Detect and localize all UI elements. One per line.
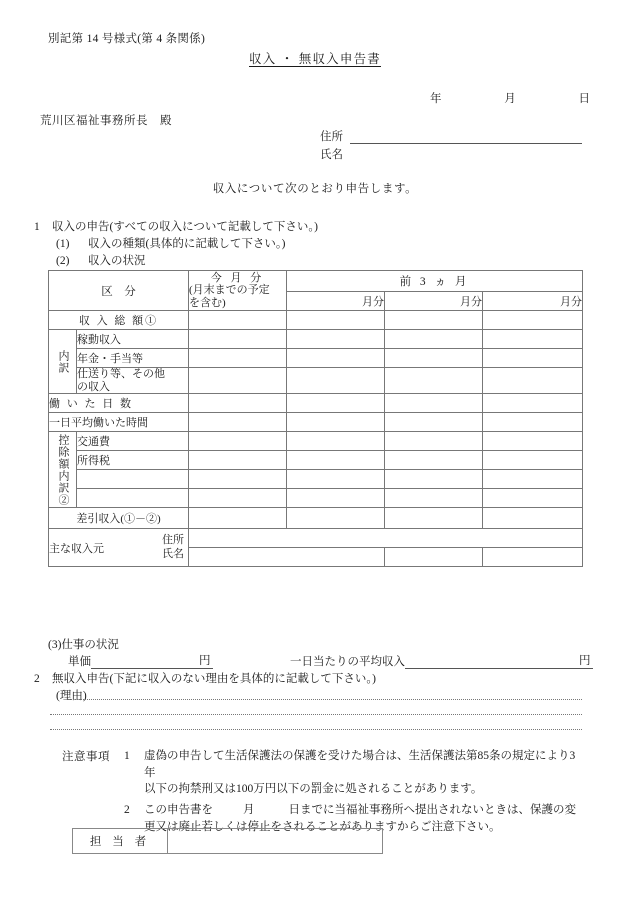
row-label-deduction-item-1: 交通費 (77, 432, 189, 451)
cell-avg-hours-m2[interactable] (385, 413, 483, 432)
row-label-deduction-item-4[interactable] (77, 489, 189, 508)
cell-net-income-m2[interactable] (385, 508, 483, 529)
reason-line-1[interactable] (68, 699, 582, 700)
avg-daily-income-label: 一日当たりの平均収入 (290, 656, 405, 668)
cell-breakdown1-m1[interactable] (287, 330, 385, 349)
avg-daily-income-field-group (290, 652, 593, 669)
row-label-breakdown-item-3-line1: 仕送り等、その他 (77, 368, 165, 380)
row-label-main-source (49, 529, 189, 567)
cell-net-income-m3[interactable] (483, 508, 583, 529)
notice-item-1-line1: 虚偽の申告して生活保護法の保護を受けた場合は、生活保護法第85条の規定により3年 (144, 750, 576, 779)
table-header-row-1 (49, 271, 583, 292)
applicant-name-field[interactable] (350, 150, 582, 162)
section3-heading: (3)仕事の状況 (48, 639, 119, 651)
notice-item-2-line2: 更又は廃止若しくは停止をされることがありますからご注意下さい。 (144, 820, 501, 833)
reason-line-3[interactable] (50, 729, 582, 730)
staff-label: 担 当 者 (73, 829, 168, 854)
table-row-breakdown-3 (49, 368, 583, 394)
notice-item-2-line1 (144, 802, 582, 819)
row-label-breakdown (49, 330, 77, 394)
table-row-total-income (49, 311, 583, 330)
applicant-name-label: 氏名 (320, 149, 343, 161)
header-month-col-3: 月分 (483, 292, 583, 311)
breakdown-vertical-label: 内訳 (57, 349, 69, 374)
cell-deduction4-m3[interactable] (483, 489, 583, 508)
section1-sub1 (56, 235, 285, 251)
table-row-breakdown-1 (49, 330, 583, 349)
header-month-col-2: 月分 (385, 292, 483, 311)
date-month-label: 月 (504, 93, 516, 105)
table-row-avg-hours (49, 413, 583, 432)
cell-deduction2-current[interactable] (189, 451, 287, 470)
notice-item-2-month-label: 月 (243, 804, 255, 817)
table-row-deduction-3 (49, 470, 583, 489)
applicant-address-field[interactable] (350, 131, 582, 144)
reason-line-2[interactable] (50, 714, 582, 715)
notices-heading: 注意事項 (62, 751, 110, 763)
cell-deduction3-m2[interactable] (385, 470, 483, 489)
main-source-name-label: 氏名 (162, 547, 184, 560)
section1-heading (34, 218, 318, 234)
cell-avg-hours-m3[interactable] (483, 413, 583, 432)
page-title-text: 収入 ・ 無収入申告書 (249, 52, 381, 66)
row-label-breakdown-item-3-line2: の収入 (77, 380, 110, 393)
cell-total-income-m3[interactable] (483, 311, 583, 330)
applicant-address-label: 住所 (320, 131, 343, 143)
row-label-breakdown-item-3 (77, 368, 189, 394)
cell-deduction1-m1[interactable] (287, 432, 385, 451)
avg-daily-income-input[interactable] (405, 655, 575, 669)
header-current-month (189, 271, 287, 311)
cell-days-worked-current[interactable] (189, 394, 287, 413)
section1-sub1-title: 収入の種類(具体的に記載して下さい。) (88, 238, 286, 250)
applicant-address-row (320, 126, 582, 144)
table-row-main-source-address (49, 529, 583, 548)
notice-item-1 (124, 748, 582, 798)
notice-item-2-text-a: この申告書を (144, 804, 213, 817)
cell-total-income-current[interactable] (189, 311, 287, 330)
cell-deduction4-m1[interactable] (287, 489, 385, 508)
row-label-net-income: 差引収入(①－②) (49, 508, 189, 529)
table-row-net-income (49, 508, 583, 529)
cell-breakdown1-current[interactable] (189, 330, 287, 349)
reason-label: (理由) (56, 690, 87, 702)
notice-item-1-line2: 以下の拘禁刑又は100万円以下の罰金に処されることがあります。 (144, 783, 483, 796)
cell-main-source-name-current[interactable] (189, 548, 385, 567)
unit-price-unit: 円 (195, 652, 213, 669)
section1-sub2 (56, 252, 146, 268)
cell-deduction1-m2[interactable] (385, 432, 483, 451)
cell-deduction3-m1[interactable] (287, 470, 385, 489)
cell-avg-hours-current[interactable] (189, 413, 287, 432)
cell-net-income-current[interactable] (189, 508, 287, 529)
cell-main-source-address-value[interactable] (189, 529, 583, 548)
cell-deduction4-m2[interactable] (385, 489, 483, 508)
table-row-deduction-2 (49, 451, 583, 470)
table-row-days-worked (49, 394, 583, 413)
row-label-avg-hours: 一日平均働いた時間 (49, 413, 189, 432)
row-label-breakdown-item-1: 稼動収入 (77, 330, 189, 349)
table-row-deduction-4 (49, 489, 583, 508)
header-prev-three-months: 前 3 ヵ 月 (287, 271, 583, 292)
notice-item-1-number: 1 (124, 750, 130, 762)
row-label-total-income: 収 入 総 額① (49, 311, 189, 330)
cell-days-worked-m3[interactable] (483, 394, 583, 413)
cell-deduction2-m3[interactable] (483, 451, 583, 470)
section1-sub2-number: (2) (56, 255, 70, 267)
cell-deduction4-current[interactable] (189, 489, 287, 508)
notice-item-2-number: 2 (124, 804, 130, 817)
cell-breakdown3-m1[interactable] (287, 368, 385, 394)
unit-price-label: 単価 (68, 656, 91, 668)
avg-daily-income-unit: 円 (575, 652, 593, 669)
main-source-address-label: 住所 (162, 534, 184, 547)
cell-main-source-name-m2[interactable] (385, 548, 483, 567)
cell-breakdown3-current[interactable] (189, 368, 287, 394)
cell-main-source-name-m3[interactable] (483, 548, 583, 567)
notice-item-2-text-c: 日までに当福祉事務所へ提出されないときは、保護の変 (288, 804, 576, 817)
section2-number: 2 (34, 673, 40, 685)
header-current-month-line1: 今 月 分 (210, 271, 265, 284)
cell-breakdown2-m2[interactable] (385, 349, 483, 368)
table-row-deduction-1 (49, 432, 583, 451)
staff-box (72, 828, 383, 854)
section2-title: 無収入申告(下記に収入のない理由を具体的に記載して下さい。) (52, 673, 376, 685)
date-year-label: 年 (430, 93, 442, 105)
staff-box-wrapper (72, 828, 383, 854)
page-title (0, 49, 630, 67)
date-line (430, 90, 590, 106)
header-current-month-line3: を含む) (189, 296, 226, 309)
cell-total-income-m2[interactable] (385, 311, 483, 330)
cell-deduction1-current[interactable] (189, 432, 287, 451)
cell-breakdown3-m2[interactable] (385, 368, 483, 394)
section1-sub2-title: 収入の状況 (88, 255, 146, 267)
main-source-label: 主な収入元 (49, 542, 104, 555)
cell-deduction3-current[interactable] (189, 470, 287, 489)
notices-block (62, 748, 582, 835)
cell-avg-hours-m1[interactable] (287, 413, 385, 432)
section1-number: 1 (34, 221, 40, 233)
cell-days-worked-m2[interactable] (385, 394, 483, 413)
cell-breakdown2-m1[interactable] (287, 349, 385, 368)
cell-deduction1-m3[interactable] (483, 432, 583, 451)
cell-deduction2-m2[interactable] (385, 451, 483, 470)
income-table-wrapper (48, 270, 582, 567)
cell-breakdown2-m3[interactable] (483, 349, 583, 368)
cell-breakdown3-m3[interactable] (483, 368, 583, 394)
cell-deduction2-m1[interactable] (287, 451, 385, 470)
date-day-label: 日 (578, 93, 590, 105)
section2-heading (34, 670, 376, 686)
row-label-deduction-item-2: 所得税 (77, 451, 189, 470)
declaration-text: 収入について次のとおり申告します。 (212, 183, 418, 195)
section1-sub1-number: (1) (56, 238, 70, 250)
row-label-deduction (49, 432, 77, 508)
staff-row (73, 829, 383, 854)
applicant-name-row (320, 144, 582, 162)
table-row-breakdown-2 (49, 349, 583, 368)
cell-deduction3-m3[interactable] (483, 470, 583, 489)
cell-net-income-m1[interactable] (287, 508, 385, 529)
row-label-deduction-item-3[interactable] (77, 470, 189, 489)
cell-total-income-m1[interactable] (287, 311, 385, 330)
cell-breakdown1-m3[interactable] (483, 330, 583, 349)
header-month-col-1: 月分 (287, 292, 385, 311)
header-kubun: 区 分 (49, 271, 189, 311)
form-number: 別記第 14 号様式(第 4 条関係) (48, 33, 206, 45)
addressee: 荒川区福祉事務所長 殿 (40, 115, 172, 127)
cell-breakdown1-m2[interactable] (385, 330, 483, 349)
cell-days-worked-m1[interactable] (287, 394, 385, 413)
row-label-breakdown-item-2: 年金・手当等 (77, 349, 189, 368)
cell-breakdown2-current[interactable] (189, 349, 287, 368)
income-table (48, 270, 583, 567)
deduction-vertical-label: 控除額内訳② (57, 433, 69, 506)
unit-price-field-group (68, 652, 213, 669)
section1-title: 収入の申告(すべての収入について記載して下さい。) (52, 221, 318, 233)
unit-price-input[interactable] (91, 655, 195, 669)
row-label-days-worked: 働 い た 日 数 (49, 394, 189, 413)
header-current-month-line2: (月末までの予定 (189, 284, 270, 297)
staff-value-field[interactable] (168, 829, 383, 854)
applicant-block (320, 126, 582, 162)
